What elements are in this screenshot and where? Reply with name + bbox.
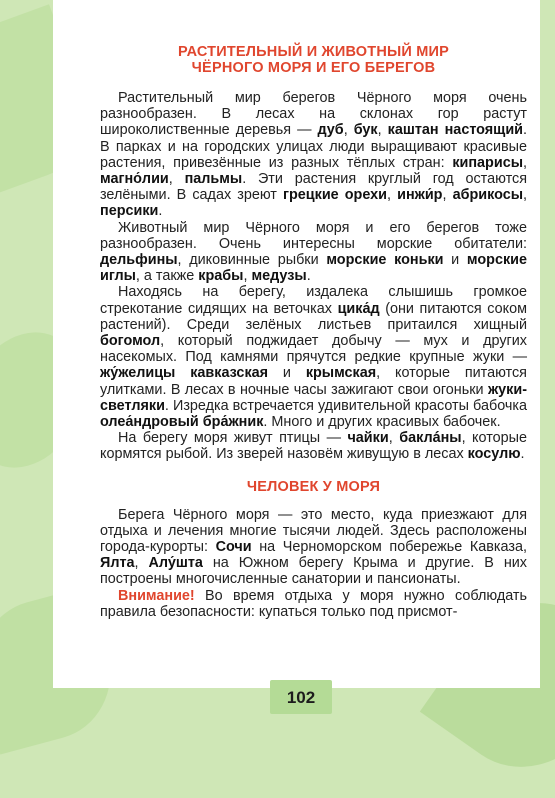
paragraph-safety-warning: Внимание! Во время отдыха у моря нужно соблюдать правила безопасности: купаться только под присмот- [100, 587, 527, 620]
paragraph-flora: Растительный мир берегов Чёрного моря очень разнообразен. В лесах на склонах гор растут широколиственные деревья — дуб, бук, каштан настоящий. В парках и на городских улицах люди выращивают красивые растения, привезённые из разных тёплых стран: кипарисы, магно́лии, пальмы. Эти растения круглый год остаются зелёными. В садах зреют грецкие орехи, инжи́р, абрикосы, персики. [100, 90, 528, 220]
textbook-page [53, 0, 540, 688]
page-number: 102 [286, 688, 316, 707]
section-heading-human-sea: ЧЕЛОВЕК У МОРЯ [246, 478, 381, 495]
warning-label: Внимание! [118, 587, 195, 604]
paragraph-resorts: Берега Чёрного моря — это место, куда приезжают для отдыха и лечения многие тысячи людей. Здесь расположены города-курорты: Сочи на Черноморском побережье Кавказа, Ялта, Алу́шта на Южном берегу Крыма и другие. В них построены многочисленные санатории и пансионаты. [100, 506, 527, 588]
section-heading-flora-fauna: РАСТИТЕЛЬНЫЙ И ЖИВОТНЫЙ МИР ЧЁРНОГО МОРЯ И ЕГО БЕРЕГОВ [177, 44, 450, 76]
page-number-tab [270, 680, 332, 714]
page-content [100, 44, 527, 620]
paragraph-sea-fauna: Животный мир Чёрного моря и его берегов тоже разнообразен. Очень интересны морские обитатели: дельфины, диковинные рыбки морские коньки и морские иглы, а также крабы, медузы. [100, 219, 527, 285]
paragraph-birds-animals: На берегу моря живут птицы — чайки, баклáны, которые кормятся рыбой. Из зверей назовём живущую в лесах косулю. [100, 430, 527, 463]
paragraph-insects: Находясь на берегу, издалека слышишь громкое стрекотание сидящих на веточках цика́д (они питаются соком растений). Среди зелёных листьев притаился хищный богомол, который поджидает добычу — мух и других насекомых. Под камнями прячутся редкие крупные жуки — жу́желицы кавказская и крымская, которые питаются улитками. В лесах в ночные часы зажигают свои огоньки жуки-светляки. Изредка встречается удивительной красоты бабочка олеа́ндровый бра́жник. Много и других красивых бабочек. [100, 284, 527, 431]
